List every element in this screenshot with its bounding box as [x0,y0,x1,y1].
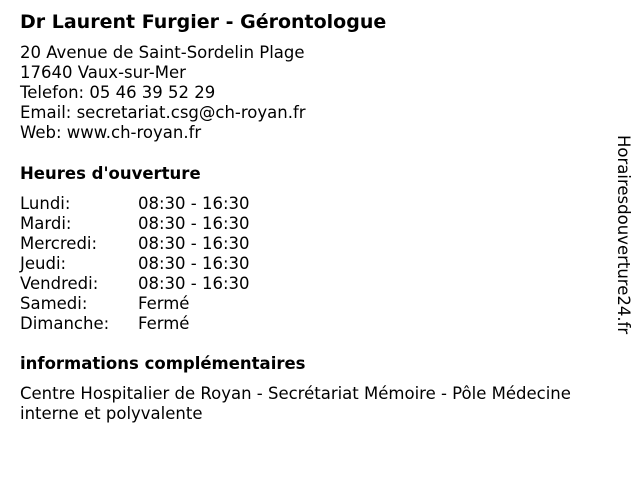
hours-row [20,214,250,234]
hours-row [20,294,250,314]
web-line: Web: www.ch-royan.fr [20,123,202,142]
day-label: Samedi: [20,294,88,313]
contact-block [20,43,306,143]
page-title: Dr Laurent Furgier - Gérontologue [20,11,387,33]
day-label: Jeudi: [20,254,67,273]
opening-hours-table [20,194,250,334]
day-label: Vendredi: [20,274,99,293]
hours-row [20,274,250,294]
day-label: Lundi: [20,194,71,213]
day-label: Mercredi: [20,234,98,253]
additional-info-heading: informations complémentaires [20,354,306,373]
additional-info-text: Centre Hospitalier de Royan - Secrétariat Mémoire - Pôle Médecine interne et polyvalente [20,384,571,423]
email-line: Email: secretariat.csg@ch-royan.fr [20,103,306,122]
hours-row [20,234,250,254]
opening-hours-heading: Heures d'ouverture [20,164,201,183]
hours-value: 08:30 - 16:30 [138,234,250,253]
site-watermark-label: Horairesdouverture24.fr [614,135,633,335]
hours-row [20,194,250,214]
hours-value: 08:30 - 16:30 [138,194,250,213]
phone-line: Telefon: 05 46 39 52 29 [20,83,216,102]
hours-value: 08:30 - 16:30 [138,254,250,273]
hours-value: Fermé [138,314,190,333]
day-label: Mardi: [20,214,72,233]
hours-value: 08:30 - 16:30 [138,214,250,233]
address-street: 20 Avenue de Saint-Sordelin Plage [20,43,305,62]
hours-value: 08:30 - 16:30 [138,274,250,293]
day-label: Dimanche: [20,314,110,333]
hours-row [20,254,250,274]
hours-value: Fermé [138,294,190,313]
address-city: 17640 Vaux-sur-Mer [20,63,186,82]
hours-row [20,314,250,334]
